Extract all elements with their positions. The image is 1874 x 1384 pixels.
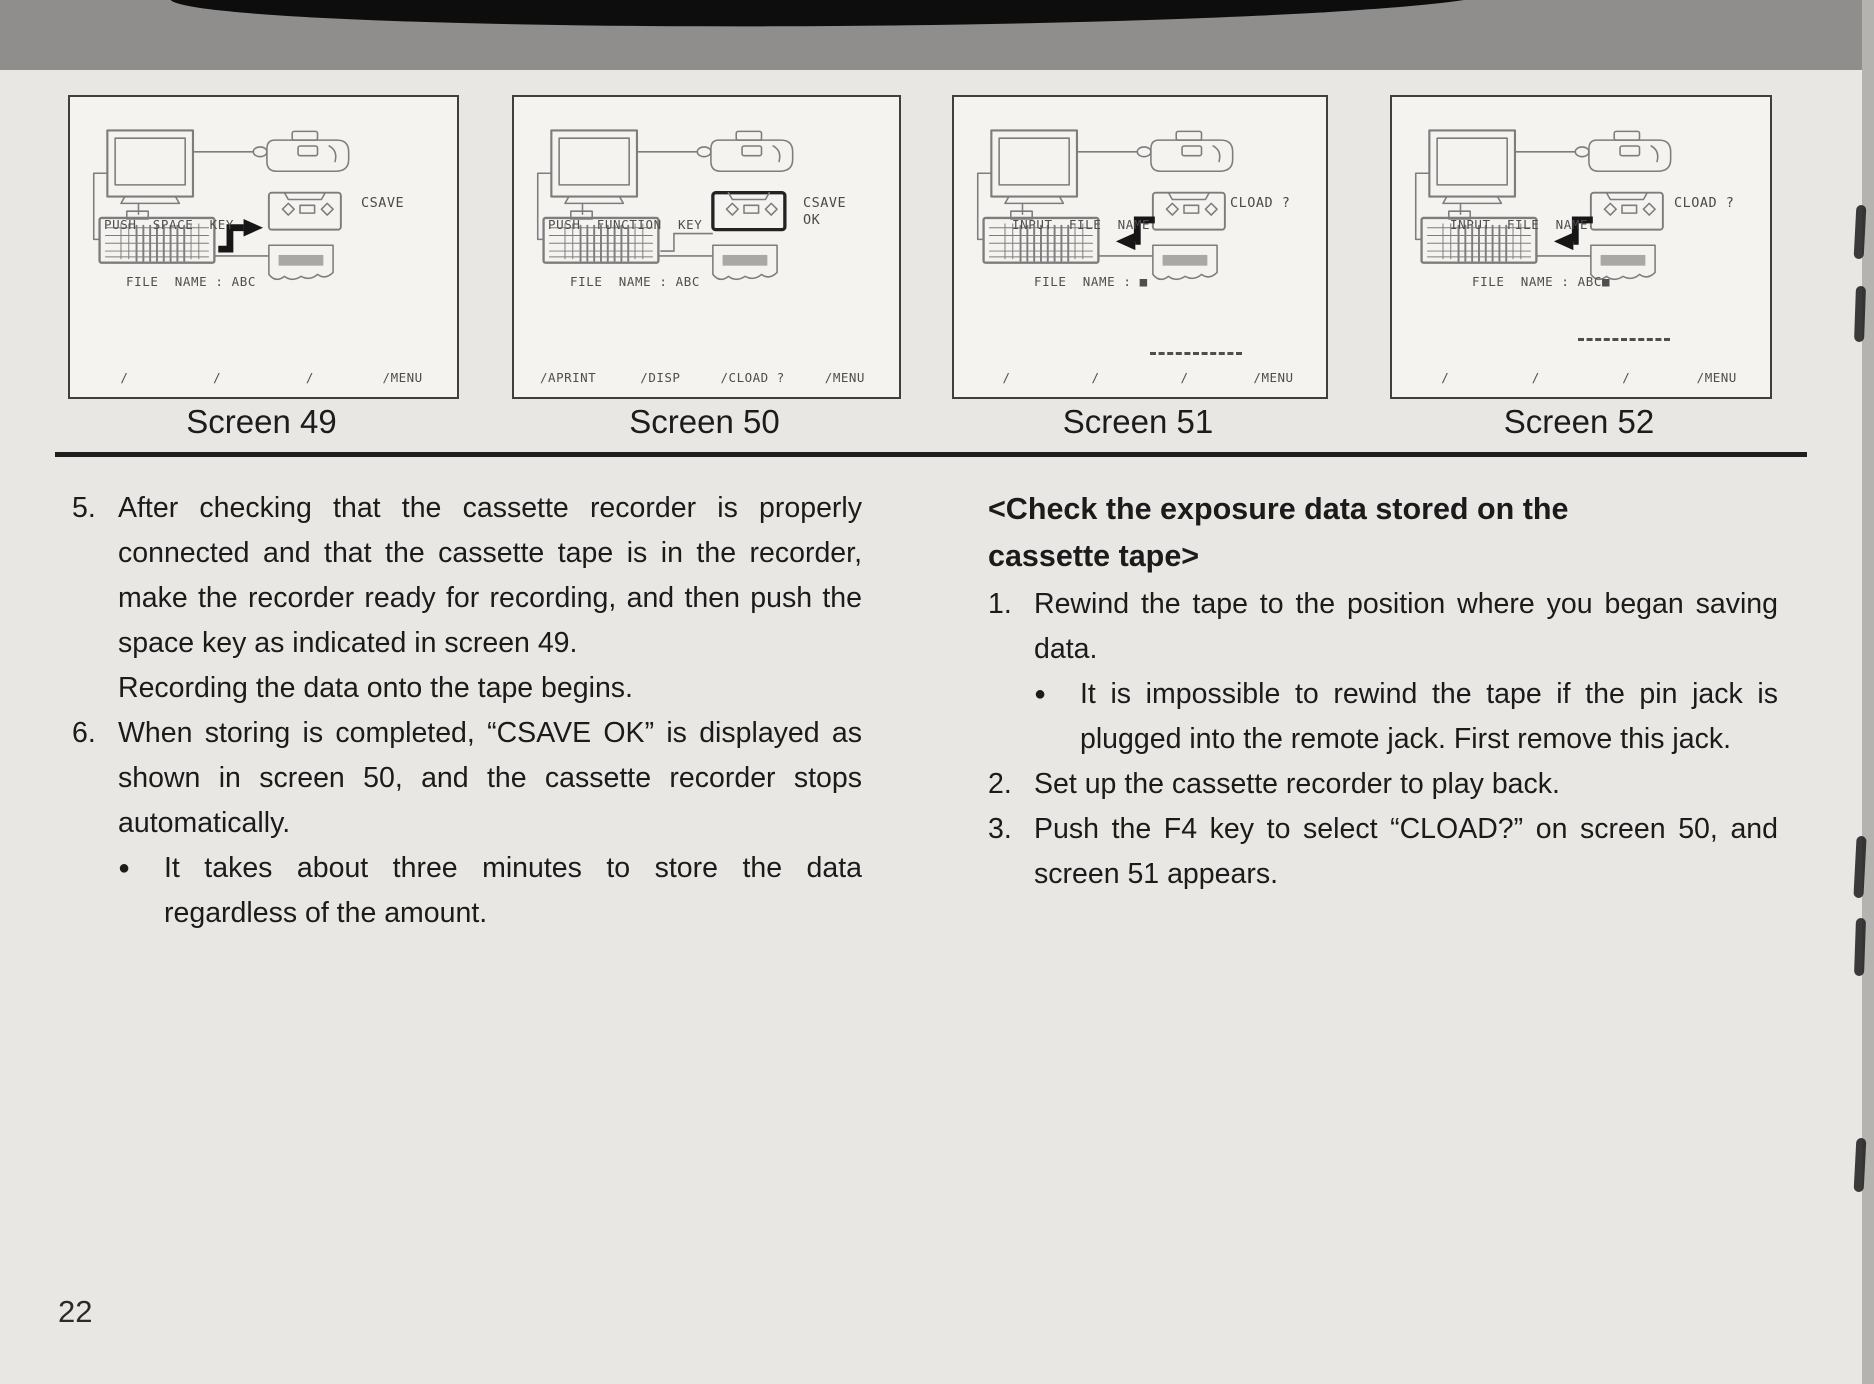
bullet-icon: ●	[1034, 683, 1047, 705]
printer-icon	[1153, 245, 1217, 279]
screen-status-label	[803, 195, 891, 229]
prompt-line-2: FILE NAME : ABC■	[1472, 274, 1611, 289]
camera-icon	[1589, 131, 1671, 171]
prompt-line-1: PUSH FUNCTION KEY	[548, 217, 703, 232]
item-text: Set up the cassette recorder to play back.	[1034, 768, 1560, 800]
printer-icon	[713, 245, 777, 279]
screen-prompt	[1450, 177, 1610, 329]
item-text: When storing is completed, “CSAVE OK” is displayed as shown in screen 50, and the cassette recorder stops automatically.	[118, 717, 862, 839]
scan-top-band	[0, 0, 1874, 70]
prompt-line-1: PUSH SPACE KEY	[104, 217, 235, 232]
item-number: 2.	[988, 768, 1012, 800]
screen-panel-52	[1390, 95, 1772, 399]
status-text: CSAVE	[361, 195, 405, 211]
separator-rule	[55, 452, 1807, 457]
screen-menu-item: /	[1622, 370, 1631, 385]
status-text: CLOAD ?	[1674, 195, 1735, 211]
list-item-6	[72, 711, 862, 846]
bullet-item	[72, 846, 862, 936]
section-heading: <Check the exposure data stored on the cassette tape>	[988, 492, 1569, 573]
item-text: It is impossible to rewind the tape if the pin jack is plugged into the remote jack. First remove this jack.	[1080, 678, 1778, 755]
screen-menu-item: /MENU	[1696, 370, 1737, 385]
list-item-1	[988, 582, 1778, 672]
item-number: 3.	[988, 813, 1012, 845]
cursor-dashes	[1150, 352, 1242, 355]
item-number: 1.	[988, 588, 1012, 620]
prompt-line-1: INPUT FILE NAME	[1012, 217, 1151, 232]
item-number: 6.	[72, 717, 96, 749]
list-item-3	[988, 807, 1778, 897]
prompt-line-2: FILE NAME : ■	[1034, 274, 1148, 289]
screen-status-label	[1674, 195, 1762, 212]
screen-caption-52: Screen 52	[1503, 403, 1655, 440]
screen-prompt	[548, 177, 702, 329]
page-number: 22	[58, 1294, 93, 1329]
scan-artifact	[1854, 918, 1866, 976]
item-text: Rewind the tape to the position where you began saving data.	[1034, 588, 1778, 665]
camera-icon	[711, 131, 793, 171]
screen-menu-item: /MENU	[824, 370, 865, 385]
camera-icon	[1151, 131, 1233, 171]
right-column	[988, 486, 1778, 936]
left-column	[72, 486, 862, 936]
screen-status-label	[361, 195, 449, 212]
item-number: 5.	[72, 492, 96, 524]
screen-panel-50	[512, 95, 901, 399]
screen-menu-item: /	[213, 370, 222, 385]
cursor-dashes	[1578, 338, 1670, 341]
prompt-line-2: FILE NAME : ABC	[126, 274, 257, 289]
screen-menu-item: /	[120, 370, 129, 385]
list-item-2	[988, 762, 1778, 807]
screen-menu-item: /CLOAD ?	[720, 370, 785, 385]
screen-menu-item: /	[1441, 370, 1450, 385]
screen-menu-item: /MENU	[382, 370, 423, 385]
screen-menu-item: /APRINT	[540, 370, 597, 385]
cassette-recorder-icon	[1153, 193, 1225, 230]
screen-caption-51: Screen 51	[1062, 403, 1214, 440]
printer-icon	[269, 245, 333, 279]
list-item-5	[72, 486, 862, 666]
screen-prompt	[1012, 177, 1150, 329]
screen-menu-item: /	[305, 370, 314, 385]
item-text: Recording the data onto the tape begins.	[118, 672, 633, 704]
camera-icon	[267, 131, 349, 171]
list-item-5-note	[72, 666, 862, 711]
screen-function-menu	[522, 370, 891, 385]
prompt-line-2: FILE NAME : ABC	[570, 274, 701, 289]
item-text: Push the F4 key to select “CLOAD?” on screen 50, and screen 51 appears.	[1034, 813, 1778, 890]
screen-menu-item: /MENU	[1253, 370, 1294, 385]
cassette-recorder-icon	[269, 193, 341, 230]
screen-menu-item: /	[1002, 370, 1011, 385]
scan-black-arc	[170, 0, 1500, 31]
instruction-columns	[72, 486, 1832, 936]
screen-panel-49	[68, 95, 459, 399]
item-number	[72, 666, 118, 711]
item-text: After checking that the cassette recorder is properly connected and that the cassette tape is in the recorder, make the recorder ready for recording, and then push the space key as indicated in screen 49.	[118, 492, 862, 659]
scan-artifact	[1854, 286, 1866, 342]
bullet-icon: ●	[118, 857, 131, 879]
screen-menu-item: /	[1091, 370, 1100, 385]
screen-menu-item: /DISP	[640, 370, 681, 385]
screen-function-menu	[1400, 370, 1762, 385]
screen-prompt	[104, 177, 256, 329]
screen-menu-item: /	[1531, 370, 1540, 385]
status-text: CLOAD ?	[1230, 195, 1291, 211]
screen-status-label	[1230, 195, 1318, 212]
screen-panel-51	[952, 95, 1328, 399]
screen-function-menu	[78, 370, 449, 385]
screen-menu-item: /	[1180, 370, 1189, 385]
status-text: CSAVE	[803, 195, 847, 211]
screen-caption-49: Screen 49	[186, 403, 337, 440]
bullet-item	[988, 672, 1778, 762]
item-text: It takes about three minutes to store the data regardless of the amount.	[164, 852, 862, 929]
status-text-2: OK	[803, 212, 821, 228]
screen-function-menu	[962, 370, 1318, 385]
screen-caption-50: Screen 50	[629, 403, 780, 440]
prompt-line-1: INPUT FILE NAME	[1450, 217, 1589, 232]
cassette-recorder-icon	[713, 193, 785, 230]
